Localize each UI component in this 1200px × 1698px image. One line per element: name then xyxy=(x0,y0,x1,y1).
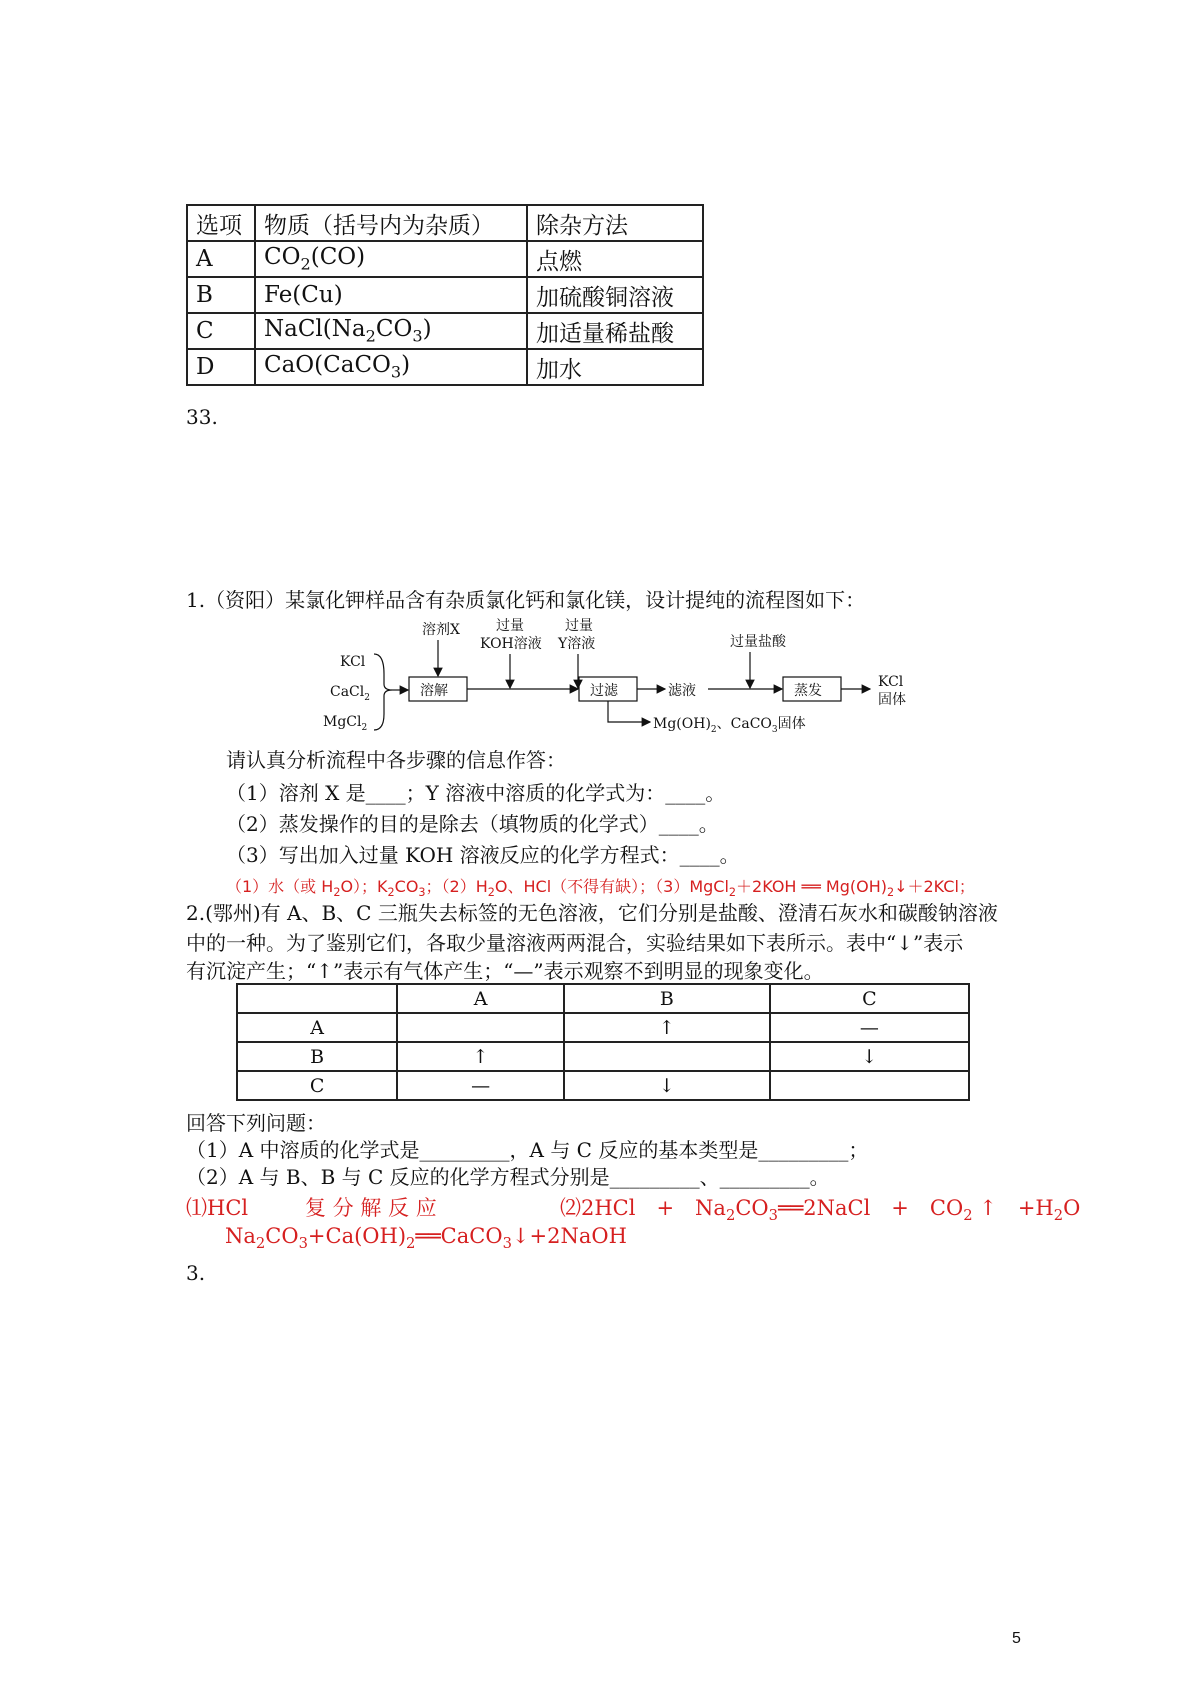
flow-cacl2: CaCl$_2$ xyxy=(330,684,370,703)
flow-koh-1: 过量 xyxy=(496,618,524,634)
q2-answer-equation-1: ⑵2HCl + $Na_2CO_3══2NaCl$ + $CO_2$ ↑ $+H_2O$ xyxy=(560,1196,1081,1225)
q2-sub1: （1）A 中溶质的化学式是_________，A 与 C 反应的基本类型是_________； xyxy=(186,1138,869,1162)
question-number-3: 3. xyxy=(186,1261,206,1285)
table-cell: $CO_2(CO)$ xyxy=(255,241,527,277)
table-cell: A xyxy=(237,1013,397,1042)
table-cell: CaO(CaCO$_3$) xyxy=(255,349,527,385)
table-row xyxy=(187,349,703,385)
q1-answer: （1）水（或 $H_2O$）；$K_2CO_3$；$(2)H_2O$、HCl（不得有缺）；（3）MgCl$_2$＋2KOH ══ $Mg(OH)_2↓+2KCl$； xyxy=(226,877,975,900)
q1-sub2: （2）蒸发操作的目的是除去（填物质的化学式）____。 xyxy=(226,812,719,836)
table-cell: B xyxy=(187,277,255,313)
table-cell: ↑ xyxy=(564,1013,770,1042)
flow-y-2: Y溶液 xyxy=(558,636,596,652)
table-row xyxy=(187,313,703,349)
purification-table xyxy=(186,204,704,386)
question-number-33: 33. xyxy=(186,405,218,429)
table-cell: 加水 xyxy=(527,349,703,385)
purification-flowchart xyxy=(320,618,940,740)
q2-answer-formula: ⑴HCl xyxy=(186,1196,249,1220)
table-row xyxy=(187,277,703,313)
table-cell: — xyxy=(770,1013,969,1042)
q2-answer-equation-2: $Na_2CO_3+Ca(OH)_2══CaCO_3↓+2NaOH$ xyxy=(225,1224,627,1253)
input-brace xyxy=(374,654,392,730)
table-cell: ↑ xyxy=(397,1042,564,1071)
table-cell: ↓ xyxy=(564,1071,770,1100)
purify-header-cell: 除杂方法 xyxy=(527,205,703,241)
q2-stem-line3: 有沉淀产生；“↑”表示有气体产生；“—”表示观察不到明显的现象变化。 xyxy=(186,959,824,983)
page-number: 5 xyxy=(1012,1630,1021,1647)
table-cell: D xyxy=(187,349,255,385)
flow-solvent-x: 溶剂X xyxy=(422,622,460,638)
mix-header-row xyxy=(237,984,969,1013)
table-cell: A xyxy=(187,241,255,277)
flow-y-1: 过量 xyxy=(565,618,593,634)
q2-answer-reaction-type: 复 分 解 反 应 xyxy=(305,1196,437,1220)
mix-header-cell: B xyxy=(564,984,770,1013)
purify-header-cell: 物质（括号内为杂质） xyxy=(255,205,527,241)
table-cell: 加硫酸铜溶液 xyxy=(527,277,703,313)
q2-prompt: 回答下列问题： xyxy=(186,1111,326,1135)
table-cell: 加适量稀盐酸 xyxy=(527,313,703,349)
table-cell: C xyxy=(237,1071,397,1100)
table-cell: ↓ xyxy=(770,1042,969,1071)
flow-kcl: KCl xyxy=(340,654,366,670)
flow-koh-2: KOH溶液 xyxy=(480,636,542,652)
flow-filtrate: 滤液 xyxy=(668,683,696,699)
table-row xyxy=(237,1042,969,1071)
table-cell: 点燃 xyxy=(527,241,703,277)
table-cell xyxy=(564,1042,770,1071)
table-row xyxy=(187,241,703,277)
flow-product-1: KCl xyxy=(878,674,904,690)
q1-sub1: （1）溶剂 X 是____；Y 溶液中溶质的化学式为：____。 xyxy=(226,781,726,805)
table-cell: $NaCl(Na_2CO_3)$ xyxy=(255,313,527,349)
table-cell: C xyxy=(187,313,255,349)
q1-sub3: （3）写出加入过量 KOH 溶液反应的化学方程式：____。 xyxy=(226,843,740,867)
flow-product-2: 固体 xyxy=(878,692,906,708)
table-cell xyxy=(770,1071,969,1100)
q2-stem-line1: 2.(鄂州)有 A、B、C 三瓶失去标签的无色溶液，它们分别是盐酸、澄清石灰水和碳酸钠溶液 xyxy=(186,901,998,925)
flow-precipitate: $Mg(OH)_2$、CaCO$_3$固体 xyxy=(653,716,806,735)
flow-evaporate: 蒸发 xyxy=(794,683,822,699)
mix-header-cell: C xyxy=(770,984,969,1013)
mix-header-cell xyxy=(237,984,397,1013)
q1-stem: 1.（资阳）某氯化钾样品含有杂质氯化钙和氯化镁，设计提纯的流程图如下： xyxy=(186,588,866,612)
q2-sub2: （2）A 与 B、B 与 C 反应的化学方程式分别是_________、_________。 xyxy=(186,1165,830,1189)
purify-header-cell: 选项 xyxy=(187,205,255,241)
purify-header-row xyxy=(187,205,703,241)
table-cell xyxy=(397,1013,564,1042)
table-row xyxy=(237,1071,969,1100)
flow-hcl: 过量盐酸 xyxy=(730,634,786,650)
q1-instruction: 请认真分析流程中各步骤的信息作答： xyxy=(226,748,566,772)
table-cell: Fe(Cu) xyxy=(255,277,527,313)
flow-dissolve: 溶解 xyxy=(420,683,448,699)
mixing-results-table xyxy=(236,983,970,1101)
table-cell: B xyxy=(237,1042,397,1071)
flow-mgcl2: MgCl$_2$ xyxy=(323,714,368,733)
flow-filter: 过滤 xyxy=(590,683,618,699)
table-cell: — xyxy=(397,1071,564,1100)
mix-header-cell: A xyxy=(397,984,564,1013)
q2-stem-line2: 中的一种。为了鉴别它们，各取少量溶液两两混合，实验结果如下表所示。表中“↓”表示 xyxy=(186,931,964,955)
table-row xyxy=(237,1013,969,1042)
